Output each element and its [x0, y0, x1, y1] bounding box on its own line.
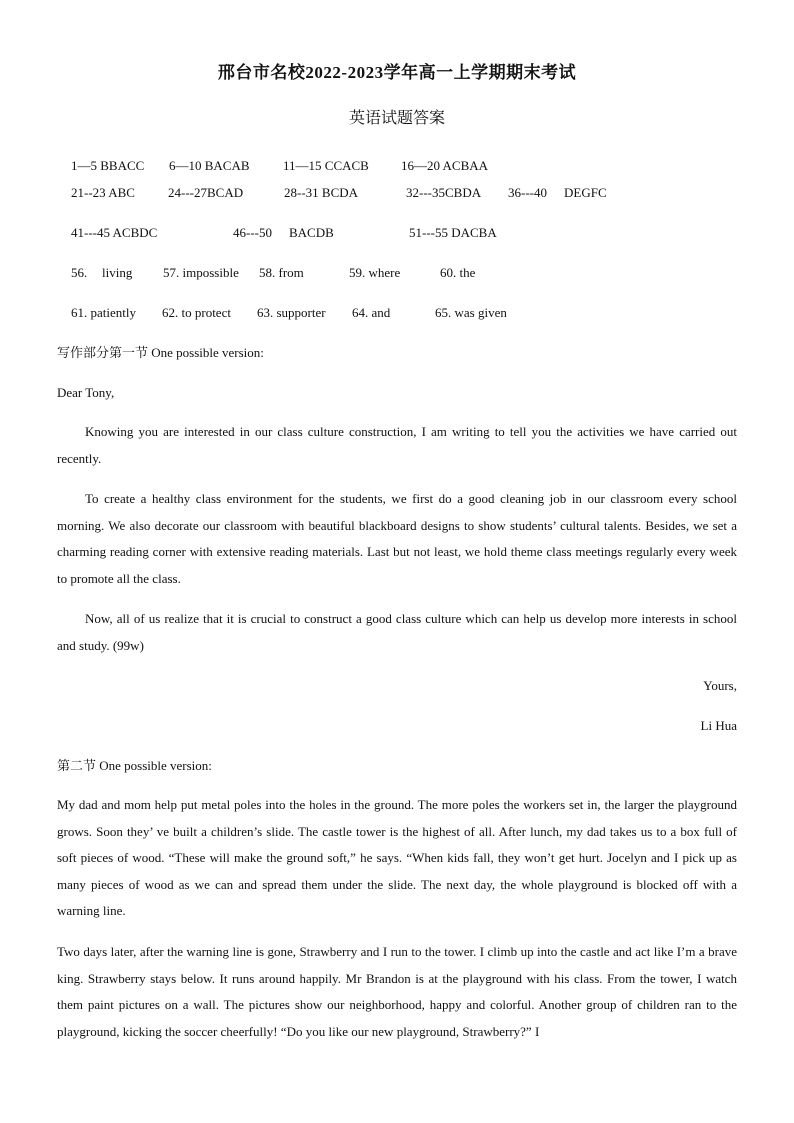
answer-group: 51---55 DACBA — [409, 225, 497, 240]
answer-group: 21--23 ABC — [71, 185, 135, 200]
answer-group: 11—15 CCACB — [283, 158, 369, 173]
letter-signature: Li Hua — [700, 718, 737, 733]
answer-group: 32---35CBDA — [406, 185, 482, 200]
answer-group: 1—5 BBACC — [71, 158, 145, 173]
answer-item: 58. from — [259, 265, 304, 280]
answer-group-value: DEGFC — [564, 185, 607, 200]
answer-group: 28--31 BCDA — [284, 185, 359, 200]
letter-paragraph-1: Knowing you are interested in our class culture construction, I am writing to tell you the activities we have carried out recently. — [57, 424, 737, 466]
answer-group: 24---27BCAD — [168, 185, 244, 200]
answer-item: 60. the — [440, 265, 476, 280]
document-subtitle: 英语试题答案 — [348, 110, 445, 127]
letter-closing: Yours, — [703, 678, 737, 693]
answer-item-number: 56. — [71, 265, 88, 280]
answer-group-value: BACDB — [289, 225, 334, 240]
document-title: 邢台市名校2022-2023学年高一上学期期末考试 — [217, 63, 577, 82]
answer-group-label: 36---40 — [508, 185, 547, 200]
answer-item: 57. impossible — [163, 265, 239, 280]
answer-item: 59. where — [349, 265, 401, 280]
letter-paragraph-3: Now, all of us realize that it is crucial to construct a good class culture which can help us develop more interests in school and study. (99w) — [57, 611, 737, 653]
writing-section-2-heading: 第二节 One possible version: — [57, 758, 212, 773]
answer-item-value: living — [102, 265, 133, 280]
writing-section-1-heading: 写作部分第一节 One possible version: — [57, 345, 264, 360]
story-paragraph-1: My dad and mom help put metal poles into the holes in the ground. The more poles the workers set in, the larger the playground grows. Soon they’ ve built a children’s slide. The castle tower is the highest of all. After lunch, my dad takes us to a box full of soft pieces of wood. “These will make the ground soft,” he says. “When kids fall, they won’t get hurt. Jocelyn and I pick up as many pieces of wood as we can and spread them under the slide. The next day, the whole playground is blocked off with a warning line. — [57, 797, 737, 918]
answer-item: 65. was given — [435, 305, 507, 320]
answer-group: 41---45 ACBDC — [71, 225, 158, 240]
answer-item: 61. patiently — [71, 305, 136, 320]
answer-item: 63. supporter — [257, 305, 326, 320]
answer-item: 62. to protect — [162, 305, 231, 320]
letter-paragraph-2: To create a healthy class environment for the students, we first do a good cleaning job in our classroom every school morning. We also decorate our classroom with beautiful blackboard designs to show students’ cultural talents. Besides, we set a charming reading corner with extensive reading materials. Last but not least, we hold theme class meetings regularly every week to promote all the class. — [57, 491, 737, 586]
answer-group: 6—10 BACAB — [169, 158, 250, 173]
answer-group-label: 46---50 — [233, 225, 272, 240]
answer-group: 16—20 ACBAA — [401, 158, 489, 173]
letter-salutation: Dear Tony, — [57, 385, 115, 400]
story-paragraph-2: Two days later, after the warning line is gone, Strawberry and I run to the tower. I climb up into the castle and act like I’m a brave king. Strawberry stays below. It runs around happily. Mr Brandon is at the playground with his class. From the tower, I watch them paint pictures on a wall. The pictures show our neighborhood, happy and colorful. Another group of children ran to the playground, kicking the soccer cheerfully! “Do you like our new playground, Strawberry?” I — [57, 944, 737, 1039]
answer-item: 64. and — [352, 305, 391, 320]
